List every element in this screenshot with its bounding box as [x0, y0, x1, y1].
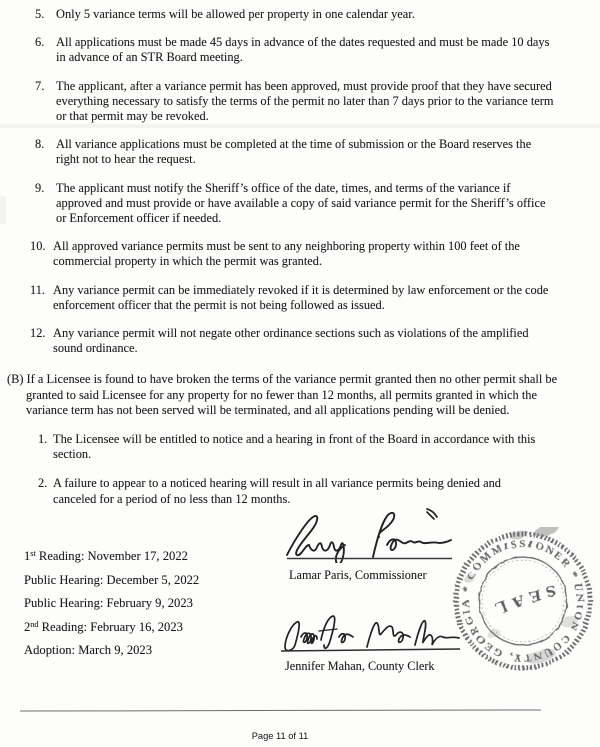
item-text: Only 5 variance terms will be allowed per property in one calendar year.: [56, 7, 415, 21]
ordinance-item: [0, 7, 600, 22]
ordinance-item: [0, 283, 600, 313]
item-text: Any variance permit can be immediately revoked if it is determined by law enforcement or the code enforcement officer that the permit is not being followed as issued.: [53, 282, 549, 312]
subitem-text: A failure to appear to a noticed hearing will result in all variance permits being denied and canceled for a period of no less than 12 months.: [53, 476, 501, 506]
reading-ordinal: 1: [24, 549, 31, 563]
item-number: 7.: [35, 78, 45, 93]
county-seal-stamp: [449, 527, 597, 675]
item-text: The applicant, after a variance permit has been approved, must provide proof that they have secured everything necessary to satisfy the terms of the permit no later than 7 days prior to the variance term or that permit may be revoked.: [56, 78, 554, 124]
item-number: 6.: [35, 35, 45, 50]
seal-ring-text: UNION COUNTY, GEORGIA * COMMISSIONER *: [460, 538, 586, 664]
ordinance-item: [0, 35, 600, 65]
footer-divider-line: [20, 709, 541, 711]
ordinance-item: [0, 79, 600, 125]
reading-ordinal-suffix: nd: [30, 619, 39, 629]
reading-date-line: [24, 620, 199, 636]
item-number: 5.: [35, 7, 45, 21]
reading-date-line: [24, 643, 199, 659]
reading-text: Public Hearing: December 5, 2022: [24, 572, 200, 587]
reading-text: Reading: February 16, 2023: [38, 619, 183, 634]
item-text: All applications must be made 45 days in advance of the dates requested and must be made 10 days in advance of an STR Board meeting.: [56, 35, 550, 65]
reading-ordinal: 2: [24, 619, 31, 634]
reading-text: Reading: November 17, 2022: [35, 549, 188, 563]
clerk-name-label: Jennifer Mahan, County Clerk: [285, 659, 435, 673]
signature-line: [281, 649, 460, 651]
item-text: Any variance permit will not negate other ordinance sections such as violations of the amplified sound ordinance.: [53, 326, 529, 356]
item-number: 12.: [30, 326, 46, 341]
ordinance-item: [0, 239, 600, 269]
subitem-number: 1.: [38, 432, 48, 447]
seal-center-text: SEAL: [487, 580, 559, 621]
subitem-number: 2.: [38, 476, 48, 491]
reading-date-line: [24, 549, 199, 565]
reading-text: Adoption: March 9, 2023: [24, 643, 153, 657]
item-text: All approved variance permits must be sent to any neighboring property within 100 feet of the commercial property in which the permit was granted.: [53, 239, 520, 269]
ordinance-item: [0, 181, 600, 227]
pen-tick-mark: [424, 506, 440, 520]
item-number: 9.: [35, 180, 45, 195]
commissioner-name-label: Lamar Paris, Commissioner: [289, 568, 427, 582]
ordinance-body: [0, 7, 600, 507]
item-number: 11.: [30, 282, 46, 297]
section-b-paragraph: [7, 372, 574, 418]
section-b-subitem: [0, 476, 600, 506]
reading-text: Public Hearing: February 9, 2023: [24, 596, 193, 610]
reading-dates: [24, 549, 199, 667]
ordinance-item: [0, 137, 600, 167]
ordinance-item: [0, 326, 600, 356]
subitem-text: The Licensee will be entitled to notice and a hearing in front of the Board in accordance with this section.: [53, 432, 536, 462]
reading-ordinal-suffix: st: [30, 549, 36, 558]
item-number: 10.: [30, 239, 46, 254]
item-text: The applicant must notify the Sheriff’s office of the date, times, and terms of the variance if approved and must provide or have available a copy of said variance permit for the Sheriff’s office or Enforcement officer if needed.: [56, 180, 546, 226]
reading-date-line: [24, 596, 199, 612]
section-b-text: If a Licensee is found to have broken the terms of the variance permit granted then no other permit shall be granted to said Licensee for any property for no fewer than 12 months, all permits granted in which the variance term has not been served will be terminated, and all applications pending will be denied.: [26, 372, 558, 417]
item-number: 8.: [35, 137, 45, 152]
item-text: All variance applications must be completed at the time of submission or the Board reserves the right not to hear the request.: [56, 137, 532, 167]
section-b-subitem: [0, 432, 600, 462]
page-number-label: Page 11 of 11: [251, 731, 309, 741]
reading-date-line: [24, 573, 199, 589]
clerk-signature-image: [279, 609, 465, 656]
section-b-label: (B): [7, 372, 24, 387]
